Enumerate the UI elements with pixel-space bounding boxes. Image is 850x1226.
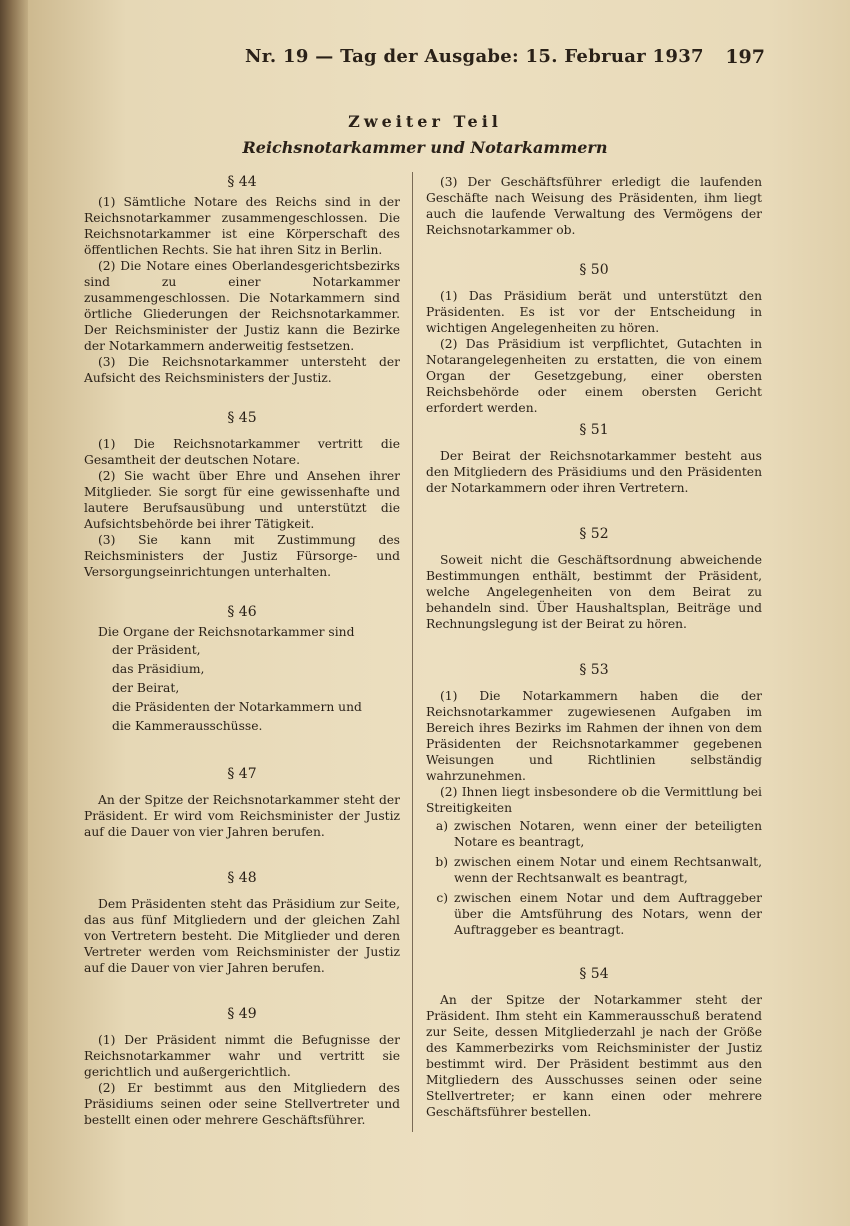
section-45: [84, 410, 400, 580]
left-column: [84, 174, 400, 1128]
page-number: 197: [725, 46, 765, 68]
section-44: [84, 174, 400, 386]
paragraph: (2) Die Notare eines Oberlandesgerichtsbezirks sind zu einer Notarkammer zusammengeschlossen. Die Notarkammern sind örtliche Gliederungen der Reichsnotarkammer. Der Reichsminister der Justiz kann die Bezirke der Notarkammern anderweitig festsetzen.: [84, 259, 400, 353]
section-51: [426, 422, 762, 496]
organ-item: der Präsident,: [112, 643, 201, 657]
paragraph: (3) Der Geschäftsführer erledigt die laufenden Geschäfte nach Weisung des Präsidenten, ihm liegt auch die laufende Verwaltung des Vermögens der Reichsnotarkammer ob.: [426, 175, 762, 237]
book-binding-edge: [0, 0, 30, 1226]
paragraph: (1) Die Reichsnotarkammer vertritt die Gesamtheit der deutschen Notare.: [84, 437, 400, 467]
section-49: [84, 1006, 400, 1128]
section-heading: § 45: [227, 410, 257, 426]
paragraph: An der Spitze der Notarkammer steht der Präsident. Ihm steht ein Kammerausschuß beratend zur Seite, dessen Mitgliederzahl je nach der Größe des Kammerbezirks vom Reichsminister der Justiz bestimmt wird. Der Präsident bestimmt aus den Mitgliedern des Ausschusses seinen oder seine Stellvertreter; er kann einen oder mehrere Geschäftsführer bestellen.: [426, 993, 762, 1119]
section-heading: § 49: [227, 1006, 257, 1022]
paragraph: (2) Ihnen liegt insbesondere ob die Vermittlung bei Streitigkeiten: [426, 785, 762, 815]
item-text: zwischen einem Notar und einem Rechtsanwalt, wenn der Rechtsanwalt es beantragt,: [454, 855, 762, 885]
part-subtitle: Reichsnotarkammer und Notarkammern: [242, 138, 608, 157]
paragraph: (3) Sie kann mit Zustimmung des Reichsministers der Justiz Fürsorge- und Versorgungseinrichtungen unterhalten.: [84, 533, 400, 579]
section-heading: § 53: [579, 662, 609, 678]
lettered-item: [426, 818, 762, 850]
section-heading: § 47: [227, 766, 257, 782]
page-header: [245, 46, 765, 72]
organ-item: die Präsidenten der Notarkammern und: [112, 700, 362, 714]
section-49-continued: [426, 174, 762, 238]
paragraph: (3) Die Reichsnotarkammer untersteht der Aufsicht des Reichsministers der Justiz.: [84, 355, 400, 385]
section-heading: § 46: [227, 604, 257, 620]
section-heading: § 44: [227, 174, 257, 190]
item-label: a): [435, 819, 448, 833]
paragraph: (2) Er bestimmt aus den Mitgliedern des Präsidiums seinen oder seine Stellvertreter und bestellt einen oder mehrere Geschäftsführer.: [84, 1081, 400, 1127]
issue-line: Nr. 19 — Tag der Ausgabe: 15. Februar 1937: [245, 46, 704, 67]
organ-list: [84, 641, 400, 736]
part-title: Zweiter Teil: [348, 112, 502, 131]
item-label: c): [436, 891, 448, 905]
section-heading: § 50: [579, 262, 609, 278]
paragraph: (1) Sämtliche Notare des Reichs sind in der Reichsnotarkammer zusammengeschlossen. Die Reichsnotarkammer ist eine Körperschaft des öffentlichen Rechts. Sie hat ihren Sitz in Berlin.: [84, 195, 400, 257]
paragraph: (1) Der Präsident nimmt die Befugnisse der Reichsnotarkammer wahr und vertritt sie gerichtlich und außergerichtlich.: [84, 1033, 400, 1079]
item-text: zwischen Notaren, wenn einer der beteiligten Notare es beantragt,: [454, 819, 762, 849]
paragraph: Dem Präsidenten steht das Präsidium zur Seite, das aus fünf Mitgliedern und der gleichen Zahl von Vertretern besteht. Die Mitglieder und deren Vertreter werden vom Reichsminister der Justiz auf die Dauer von vier Jahren berufen.: [84, 897, 400, 975]
item-text: zwischen einem Notar und dem Auftraggeber über die Amtsführung des Notars, wenn der Auftraggeber es beantragt.: [454, 891, 762, 937]
lettered-item: [426, 890, 762, 938]
organ-item: die Kammerausschüsse.: [112, 719, 263, 733]
section-50: [426, 262, 762, 416]
paragraph: Der Beirat der Reichsnotarkammer besteht aus den Mitgliedern des Präsidiums und den Präsidenten der Notarkammern oder ihren Vertretern.: [426, 449, 762, 495]
organ-item: das Präsidium,: [112, 662, 205, 676]
section-heading: § 48: [227, 870, 257, 886]
paragraph: (2) Sie wacht über Ehre und Ansehen ihrer Mitglieder. Sie sorgt für eine gewissenhafte und lautere Berufsausübung und unterstützt die Aufsichtsbehörde bei ihrer Tätigkeit.: [84, 469, 400, 531]
column-divider: [412, 172, 413, 1132]
lettered-item: [426, 854, 762, 886]
section-48: [84, 870, 400, 976]
paragraph: Soweit nicht die Geschäftsordnung abweichende Bestimmungen enthält, bestimmt der Präsident, welche Angelegenheiten von dem Beirat zu behandeln sind. Über Haushaltsplan, Beiträge und Rechnungslegung ist der Beirat zu hören.: [426, 553, 762, 631]
section-heading: § 51: [579, 422, 609, 438]
right-column: [426, 174, 762, 1120]
organ-intro: Die Organe der Reichsnotarkammer sind: [98, 625, 355, 639]
section-heading: § 52: [579, 526, 609, 542]
paragraph: An der Spitze der Reichsnotarkammer steht der Präsident. Er wird vom Reichsminister der Justiz auf die Dauer von vier Jahren berufen.: [84, 793, 400, 839]
item-label: b): [435, 855, 448, 869]
section-heading: § 54: [579, 966, 609, 982]
section-46: [84, 604, 400, 736]
section-54: [426, 966, 762, 1120]
paragraph: (1) Das Präsidium berät und unterstützt den Präsidenten. Es ist vor der Entscheidung in wichtigen Angelegenheiten zu hören.: [426, 289, 762, 335]
paragraph: (1) Die Notarkammern haben die der Reichsnotarkammer zugewiesenen Aufgaben im Bereich ihres Bezirks im Rahmen der ihnen von dem Präsidenten der Reichsnotarkammer gegebenen Weisungen und Richtlinien selbständig wahrzunehmen.: [426, 689, 762, 783]
section-47: [84, 766, 400, 840]
paragraph: (2) Das Präsidium ist verpflichtet, Gutachten in Notarangelegenheiten zu erstatten, die von einem Organ der Gesetzgebung, einer obersten Reichsbehörde oder einem obersten Gericht erfordert werden.: [426, 337, 762, 415]
organ-item: der Beirat,: [112, 681, 180, 695]
section-52: [426, 526, 762, 632]
section-53: [426, 662, 762, 938]
